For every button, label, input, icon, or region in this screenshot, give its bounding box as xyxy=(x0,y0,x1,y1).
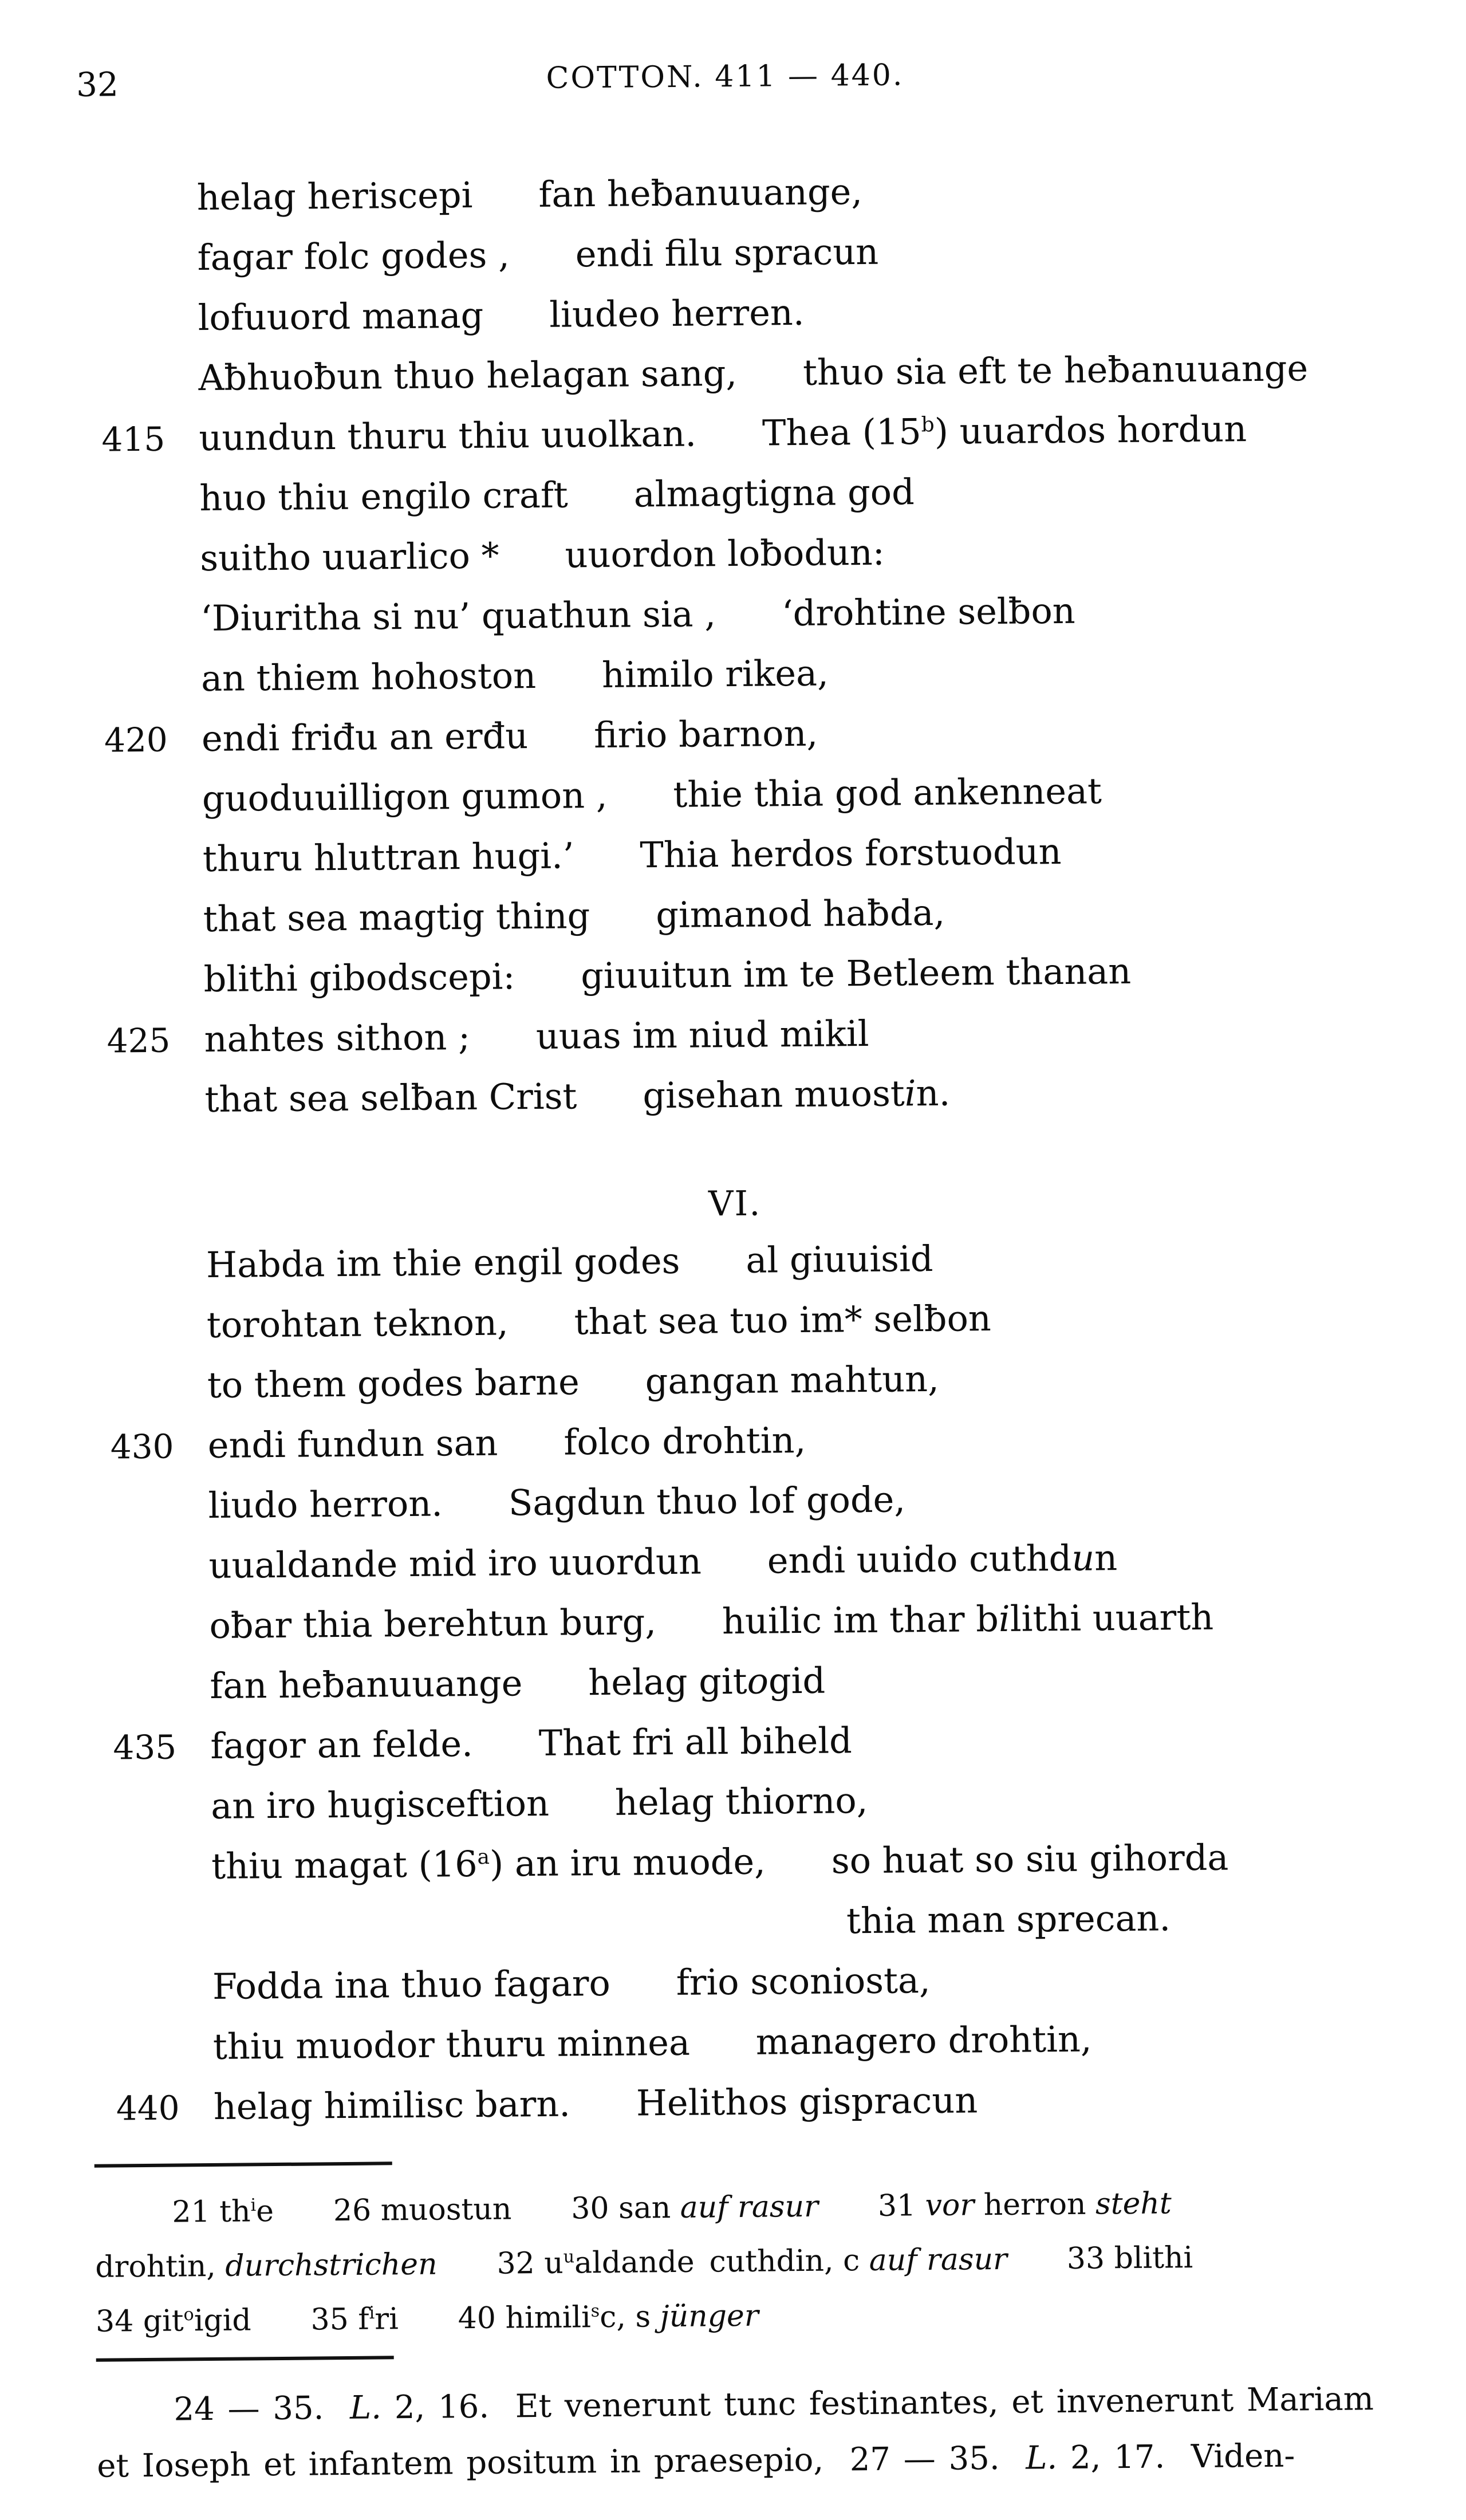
verse-halfline-a: fan heƀanuuange xyxy=(210,1662,523,1707)
apparatus-line: drohtin, durchstrichen 32 $u^ualdande$ cuthdin, c auf rasur 33 blithi xyxy=(95,2241,1193,2285)
verse-line xyxy=(111,1413,1466,1486)
verse-halfline-b: gisehan muostin. xyxy=(643,1072,951,1117)
verse-line-number xyxy=(116,2059,213,2060)
verse-line-number xyxy=(109,1337,207,1338)
verse-halfline-b: al giuuisid xyxy=(746,1237,933,1281)
verse-line-number: 420 xyxy=(104,720,168,760)
verse-line xyxy=(111,1474,1466,1546)
verse-halfline-a: thuru hluttran hugi.’ xyxy=(202,834,574,880)
verse-halfline-a: blithi gibodscepi: xyxy=(203,955,515,1001)
citation-line: 24 — 35. L. 2, 16. Et venerunt tunc festinantes, et invenerunt Mariam xyxy=(174,2380,1374,2428)
source-citation xyxy=(96,2371,1416,2495)
verse-halfline-a: uundun thuru thiu uuolkan. xyxy=(199,412,697,459)
verse-halfline-a: to them godes barne xyxy=(207,1361,580,1407)
page-number: 32 xyxy=(76,65,119,104)
verse-line-number xyxy=(107,991,204,992)
verse-halfline-a: endi friđu an erđu xyxy=(201,715,529,760)
verse-line xyxy=(115,1955,1466,2027)
verse-line xyxy=(110,1353,1466,1426)
verse-line-number xyxy=(105,811,202,812)
verse-line-number xyxy=(114,1818,211,1819)
verse-line xyxy=(105,827,1465,899)
verse-halfline-a: guoduuilligon gumon , xyxy=(202,774,608,820)
verse-halfline-b: frio sconiosta, xyxy=(676,1959,931,2003)
verse-halfline-a: huo thiu engilo craft xyxy=(199,474,569,519)
verse-line xyxy=(102,466,1462,538)
verse-line xyxy=(101,406,1461,478)
verse-line xyxy=(100,286,1460,358)
verse-halfline-b: Thia herdos forstuodun xyxy=(640,830,1062,876)
verse-line xyxy=(116,2015,1466,2087)
verse-halfline-a: Habda im thie engil godes xyxy=(206,1239,680,1286)
verse-line-number xyxy=(101,390,199,391)
verse-halfline-a: lofuuord manag xyxy=(198,294,484,339)
verse-halfline-a: torohtan teknon, xyxy=(206,1301,509,1346)
verse-line xyxy=(103,586,1463,659)
critical-apparatus xyxy=(94,2175,1409,2349)
running-header xyxy=(0,53,1458,111)
verse-halfline-b: thuo sia eft te heƀanuuange xyxy=(802,347,1309,393)
verse-halfline-b: Helithos gispracun xyxy=(636,2079,978,2124)
verse-halfline-a: an iro hugisceftion xyxy=(210,1782,550,1828)
verse-halfline-b: fan heƀanuuange, xyxy=(538,170,863,215)
verse-halfline-a: helag himilisc barn. xyxy=(213,2082,571,2128)
footnote-separator-rule xyxy=(94,2161,392,2168)
verse-halfline-b: helag thiorno, xyxy=(614,1779,868,1824)
verse-line-number xyxy=(109,1277,206,1278)
citation-line: et Ioseph et infantem positum in praesepio, 27 — 35. L. 2, 17. Viden- xyxy=(97,2437,1295,2485)
verse-line-number: 430 xyxy=(110,1427,174,1467)
verse-halfline-b: thia man sprecan. xyxy=(846,1897,1171,1942)
verse-block-fitte-vi xyxy=(109,1233,1466,2147)
verse-halfline-b: Thea (15$^b$) uuardos hordun xyxy=(762,408,1247,454)
verse-line xyxy=(107,1007,1466,1080)
verse-halfline-b: so huat so siu gihorda xyxy=(831,1836,1229,1882)
verse-halfline-a: liudo herron. xyxy=(208,1482,443,1527)
verse-halfline-a: an thiem hohoston xyxy=(200,654,537,700)
verse-halfline-a: nahtes sithon ; xyxy=(204,1016,471,1061)
verse-line xyxy=(107,1068,1466,1140)
verse-line-number xyxy=(103,570,200,571)
verse-line xyxy=(112,1654,1466,1726)
verse-line-number: 435 xyxy=(113,1727,177,1767)
verse-halfline-a: Fodda ina thuo fagaro xyxy=(212,1962,611,2007)
verse-line xyxy=(114,1834,1466,1907)
verse-line xyxy=(109,1293,1466,1365)
apparatus-line: 21 $th^ie$ 26 muostun 30 san auf rasur 31 vor herron steht xyxy=(172,2186,1172,2230)
verse-halfline-b: himilo rikea, xyxy=(601,652,829,696)
verse-halfline-b: liudeo herren. xyxy=(549,291,805,336)
verse-halfline-b: huilic im thar bilithi uuarth xyxy=(722,1596,1214,1643)
verse-halfline-a: fagar folc godes , xyxy=(197,234,510,279)
verse-halfline-b: Sagdun thuo lof gode, xyxy=(508,1478,906,1524)
verse-line-number xyxy=(112,1638,210,1639)
verse-halfline-a: thiu magat (16$^a$) an iru muode, xyxy=(211,1840,766,1888)
verse-line xyxy=(112,1594,1466,1666)
apparatus-line: 34 git$^o$igid 35 $f^iri$ 40 himili$^s$c, s jünger xyxy=(95,2298,759,2339)
verse-halfline-b: helag gitogid xyxy=(588,1659,826,1704)
verse-halfline-b: gimanod haƀda, xyxy=(655,891,945,936)
verse-line xyxy=(101,346,1461,418)
verse-halfline-a: Aƀhuoƀun thuo helagan sang, xyxy=(198,352,738,399)
verse-line xyxy=(113,1774,1466,1846)
verse-halfline-a: ‘Diuritha si nu’ quathun sia , xyxy=(200,593,716,640)
verse-line xyxy=(109,1233,1466,1305)
verse-line xyxy=(105,887,1465,959)
verse-line-number xyxy=(106,931,203,932)
verse-halfline-b: firio barnon, xyxy=(593,712,818,757)
verse-line-number xyxy=(110,1397,207,1398)
verse-halfline-b: managero drohtin, xyxy=(755,2018,1092,2063)
verse-line xyxy=(104,707,1464,779)
verse-halfline-a: uualdande mid iro uuordun xyxy=(208,1540,702,1587)
verse-halfline-b: folco drohtin, xyxy=(563,1419,806,1463)
verse-halfline-a: oƀar thia berehtun burg, xyxy=(209,1601,657,1647)
verse-halfline-b: ‘drohtine selƀon xyxy=(781,589,1075,635)
verse-halfline-b: uuas im niud mikil xyxy=(535,1012,869,1058)
verse-halfline-b: thie thia god ankenneat xyxy=(673,770,1102,816)
verse-line xyxy=(111,1534,1466,1606)
verse-halfline-b: endi uuido cuthdun xyxy=(767,1537,1118,1582)
verse-halfline-b: That fri all biheld xyxy=(538,1719,853,1765)
verse-halfline-a: fagor an felde. xyxy=(210,1723,474,1767)
verse-halfline-b: endi filu spracun xyxy=(575,230,879,275)
verse-line xyxy=(103,526,1463,598)
verse-line-number xyxy=(113,1698,210,1699)
verse-halfline-b: giuuitun im te Betleem thanan xyxy=(580,950,1132,997)
running-title: COTTON. 411 — 440. xyxy=(546,58,904,96)
verse-halfline-b: almagtigna god xyxy=(633,471,915,515)
verse-halfline-a: thiu muodor thuru minnea xyxy=(212,2021,691,2068)
verse-line-number: 425 xyxy=(107,1021,171,1061)
verse-halfline-b: gangan mahtun, xyxy=(645,1357,940,1403)
section-heading-vi: VI. xyxy=(708,1183,762,1224)
verse-halfline-a: helag heriscepi xyxy=(196,174,473,219)
verse-line xyxy=(100,226,1460,298)
verse-line xyxy=(99,166,1459,238)
verse-line-number xyxy=(103,510,200,511)
verse-line-number: 415 xyxy=(101,419,165,459)
citation-separator-rule xyxy=(96,2356,394,2362)
verse-halfline-b: uuordon loƀodun: xyxy=(565,531,885,576)
verse-halfline-a: that sea magtig thing xyxy=(203,895,590,940)
verse-line xyxy=(106,947,1466,1019)
verse-block-fitte-v xyxy=(99,166,1466,1140)
verse-line-continuation xyxy=(115,1895,1466,1967)
verse-line xyxy=(113,1714,1466,1786)
verse-halfline-a: suitho uuarlico * xyxy=(199,534,499,580)
verse-line xyxy=(104,647,1464,719)
verse-line xyxy=(116,2075,1466,2147)
verse-line-number xyxy=(105,871,203,872)
verse-halfline-a: that sea selƀan Crist xyxy=(204,1075,577,1121)
verse-halfline-b: that sea tuo im* selƀon xyxy=(574,1297,992,1343)
verse-line-number: 440 xyxy=(116,2088,180,2128)
verse-line xyxy=(105,767,1465,839)
verse-halfline-a: endi fundun san xyxy=(207,1422,498,1467)
